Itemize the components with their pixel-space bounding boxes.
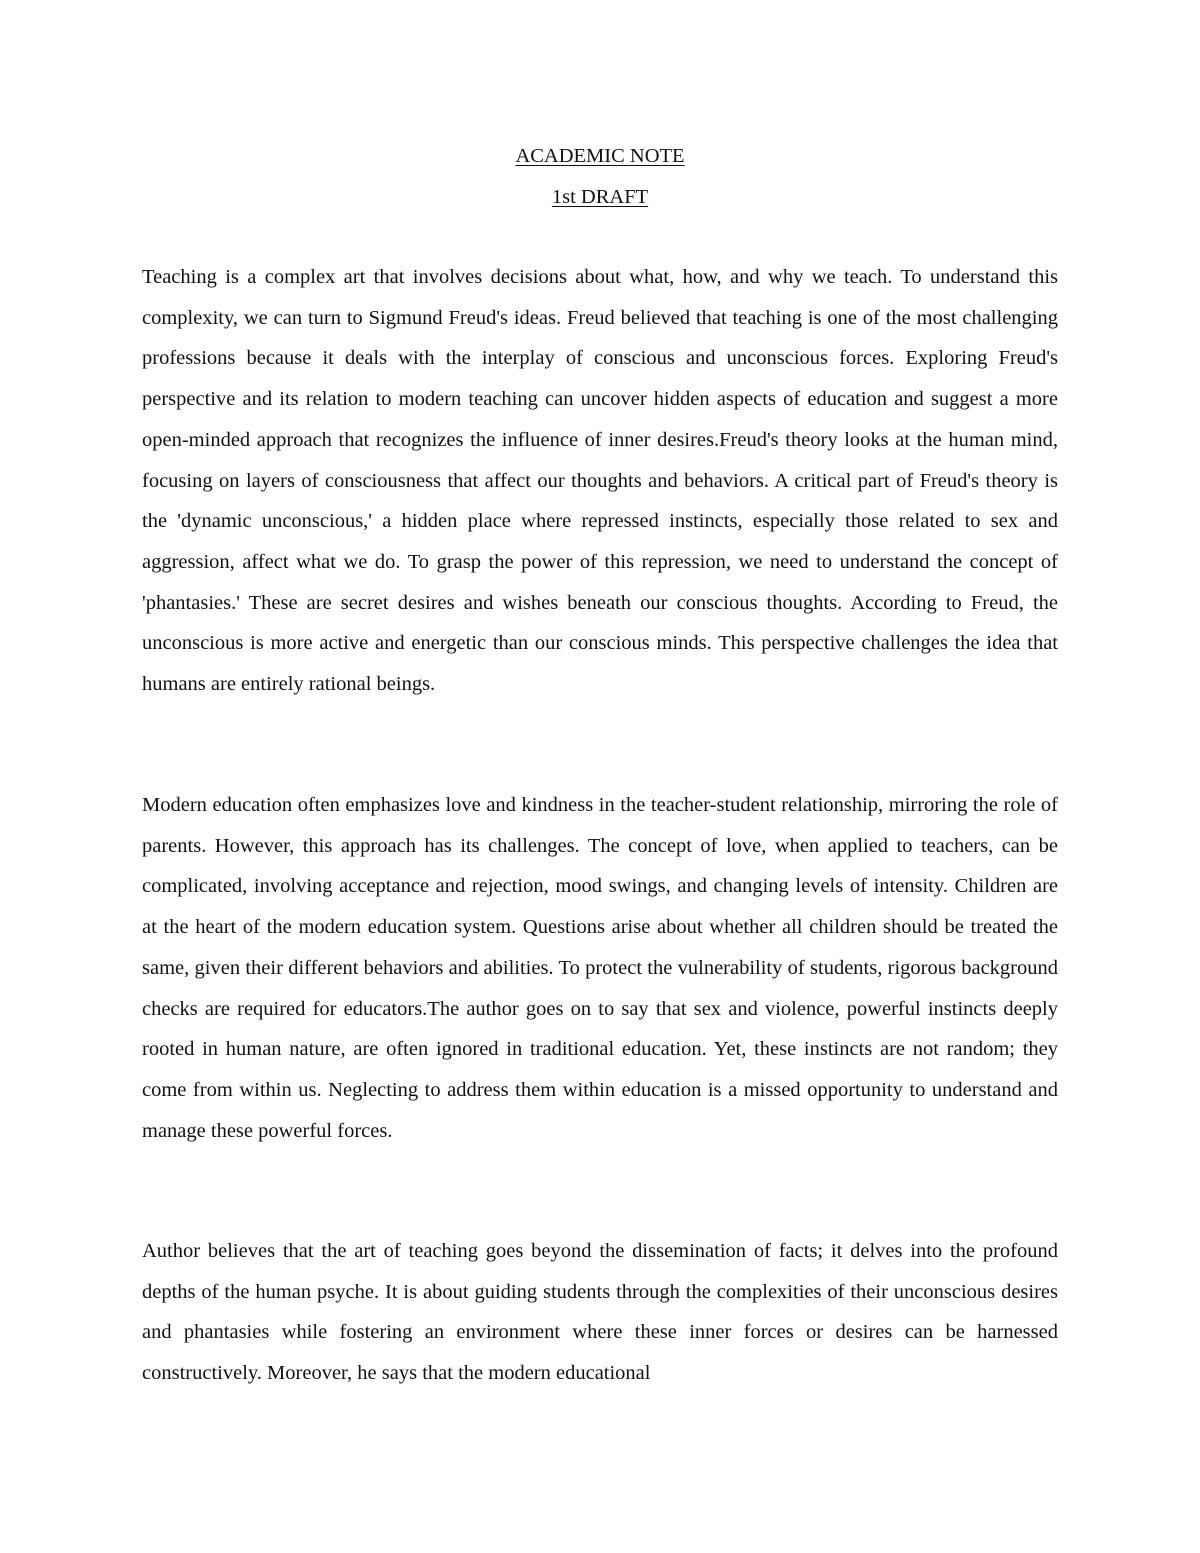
paragraph-2: Modern education often emphasizes love and kindness in the teacher-student relationship, mirroring the role of parents. However, this approach has its challenges. The concept of love, when applied to teachers, can be complicated, involving acceptance and rejection, mood swings, and changing levels of intensity. Children are at the heart of the modern education system. Questions arise about whether all children should be treated the same, given their different behaviors and abilities. To protect the vulnerability of students, rigorous background checks are required for educators.The author goes on to say that sex and violence, powerful instincts deeply rooted in human nature, are often ignored in traditional education. Yet, these instincts are not random; they come from within us. Neglecting to address them within education is a missed opportunity to understand and manage these powerful forces.: [142, 794, 1058, 1142]
document-title: ACADEMIC NOTE: [515, 145, 685, 167]
draft-label: 1st DRAFT: [551, 186, 649, 208]
paragraph-1: Teaching is a complex art that involves decisions about what, how, and why we teach. To understand this complexity, we can turn to Sigmund Freud's ideas. Freud believed that teaching is one of the most challenging professions because it deals with the interplay of conscious and unconscious forces. Exploring Freud's perspective and its relation to modern teaching can uncover hidden aspects of education and suggest a more open-minded approach that recognizes the influence of inner desires.Freud's theory looks at the human mind, focusing on layers of consciousness that affect our thoughts and behaviors. A critical part of Freud's theory is the 'dynamic unconscious,' a hidden place where repressed instincts, especially those related to sex and aggression, affect what we do. To grasp the power of this repression, we need to understand the concept of 'phantasies.' These are secret desires and wishes beneath our conscious thoughts. According to Freud, the unconscious is more active and energetic than our conscious minds. This perspective challenges the idea that humans are entirely rational beings.: [142, 266, 1058, 696]
paragraph-3: Author believes that the art of teaching goes beyond the dissemination of facts; it delves into the profound depths of the human psyche. It is about guiding students through the complexities of their unconscious desires and phantasies while fostering an environment where these inner forces or desires can be harnessed constructively. Moreover, he says that the modern educational: [142, 1240, 1058, 1385]
